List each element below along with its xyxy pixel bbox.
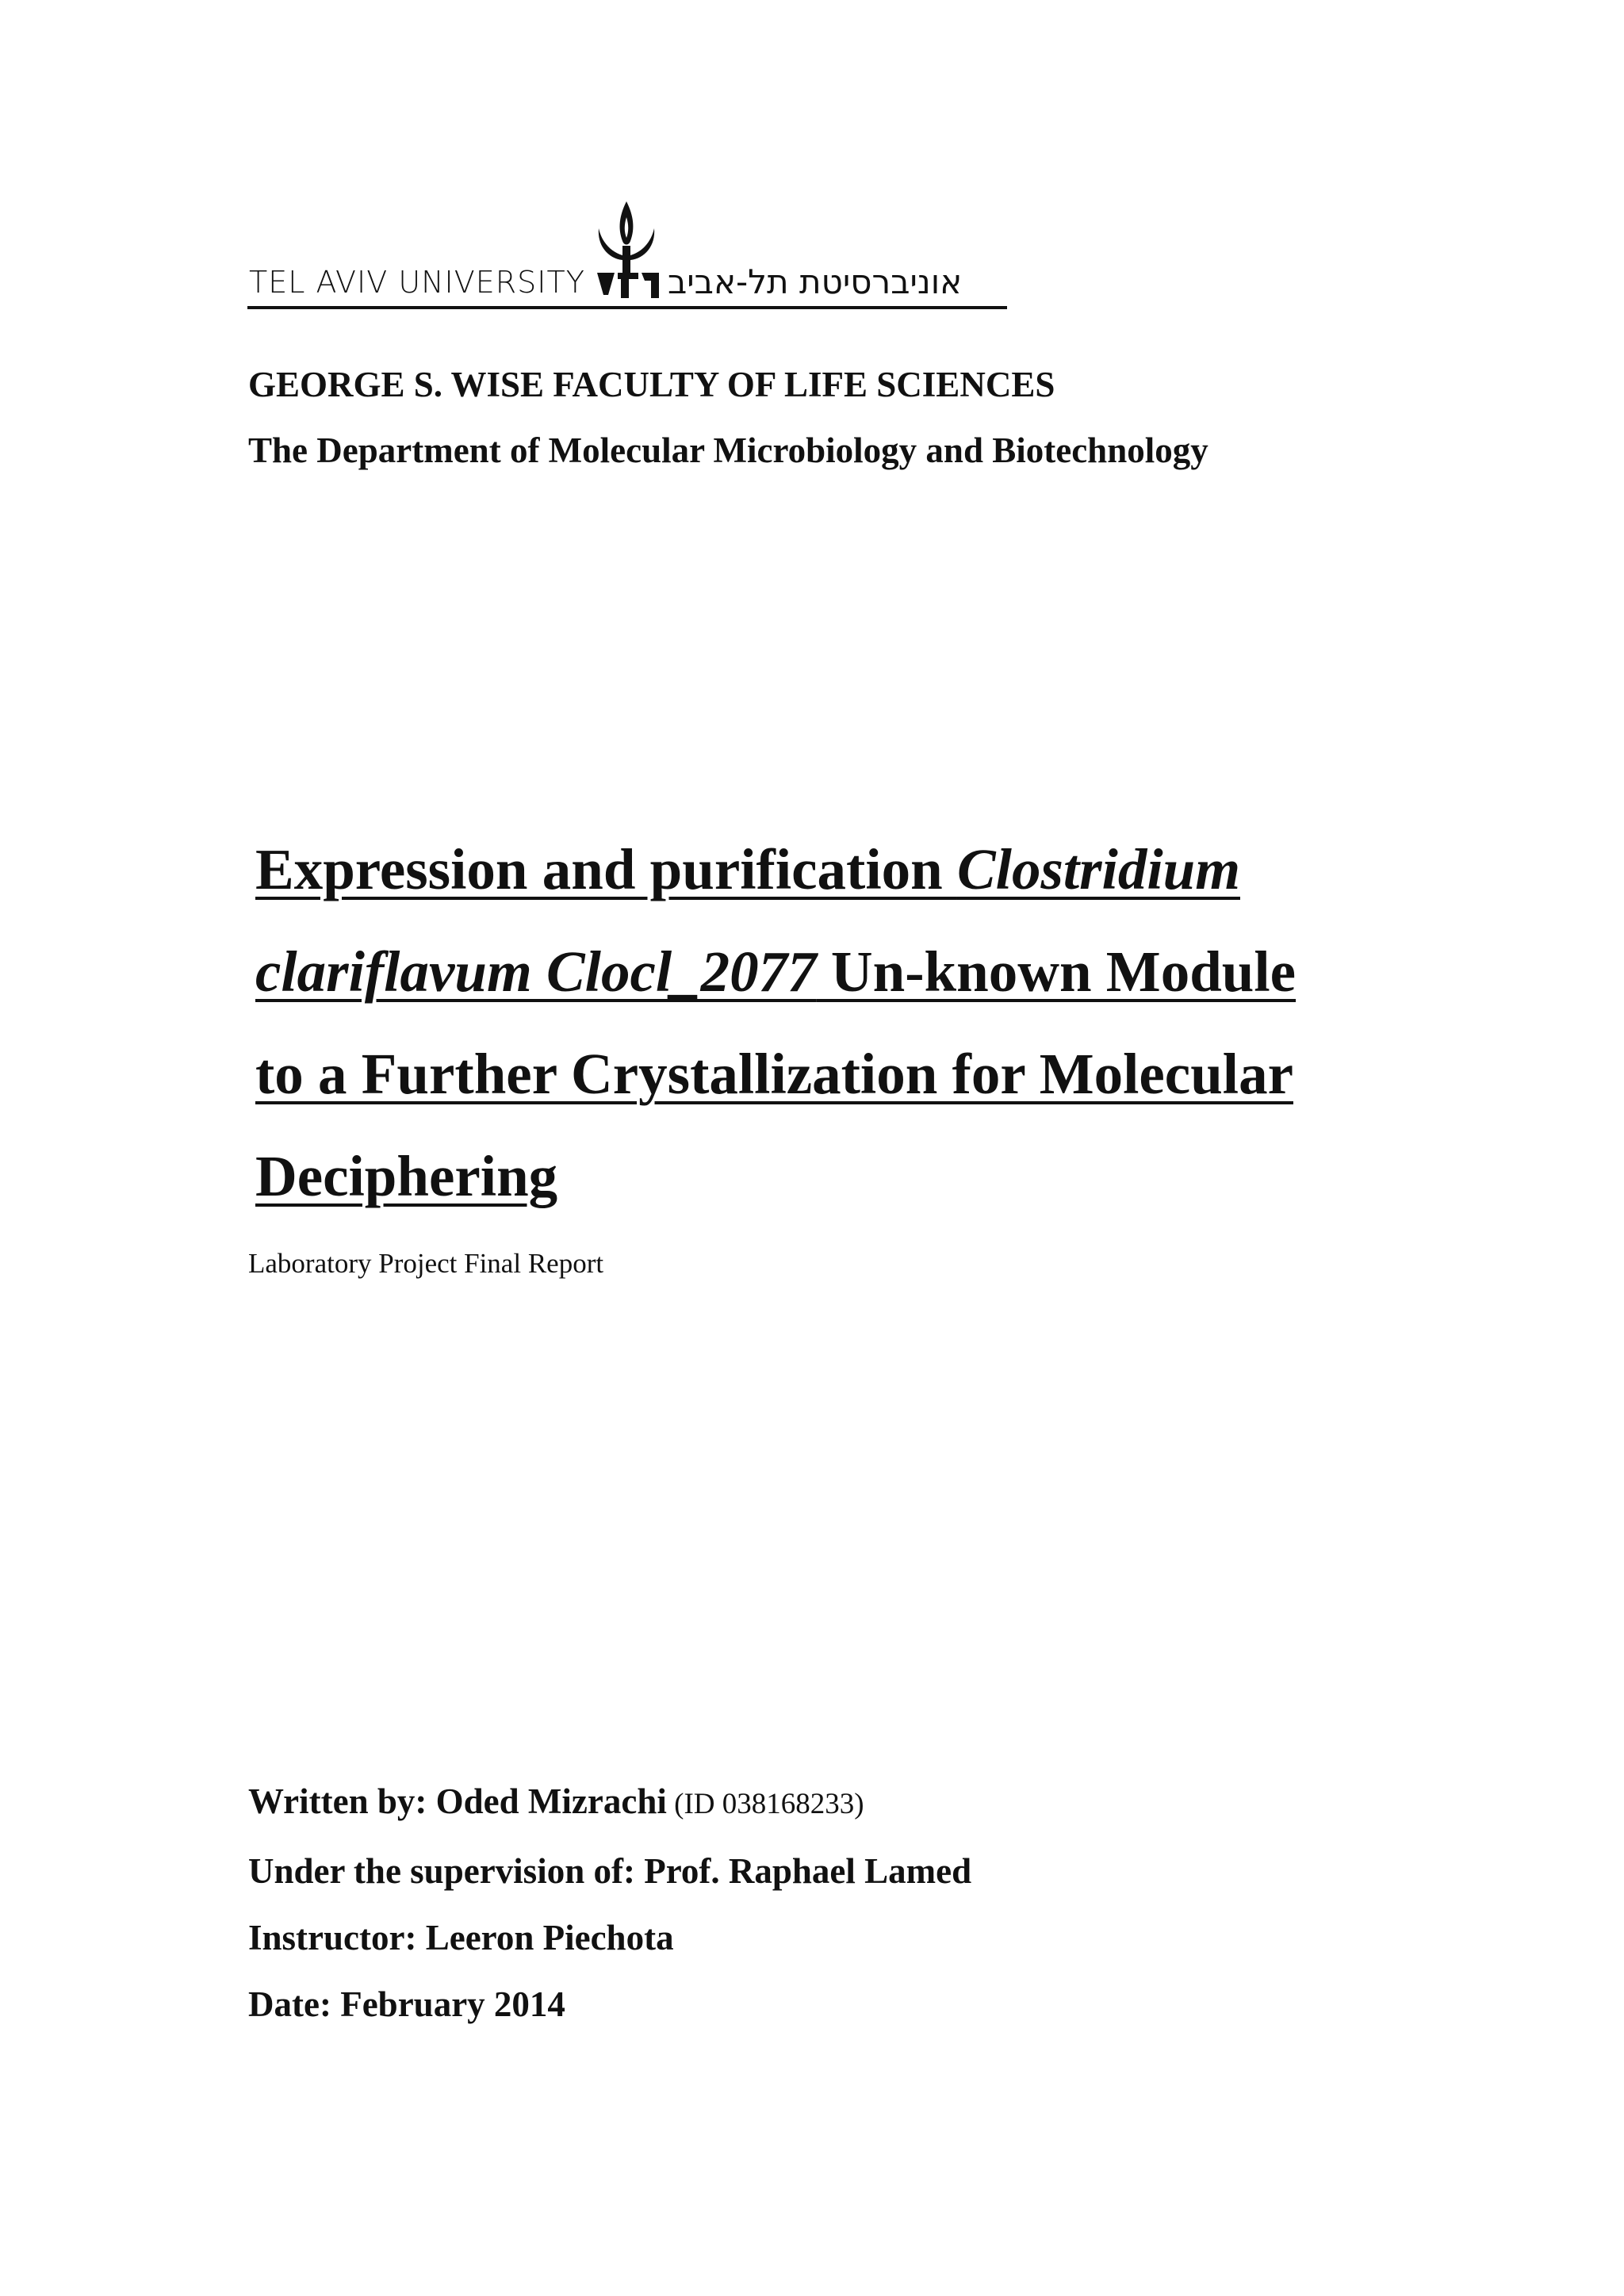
title-line-4: Deciphering bbox=[255, 1144, 558, 1208]
supervision-label: Under the supervision of: bbox=[248, 1851, 645, 1891]
title-line-2-italic: clariflavum Clocl_2077 bbox=[255, 939, 817, 1004]
date-row bbox=[248, 1971, 971, 2038]
instructor-label: Instructor: bbox=[248, 1918, 426, 1957]
report-subtitle: Laboratory Project Final Report bbox=[248, 1248, 604, 1279]
logo-university-name-en: TEL AVIV UNIVERSITY bbox=[249, 265, 585, 300]
author-name: Oded Mizrachi bbox=[435, 1781, 667, 1821]
logo-underline-rule bbox=[247, 306, 1007, 309]
title-line-3: to a Further Crystallization for Molecular bbox=[255, 1042, 1293, 1106]
title-line-1-italic: Clostridium bbox=[956, 837, 1240, 901]
supervision-row bbox=[248, 1838, 971, 1904]
title-line-2-text: Un-known Module bbox=[816, 939, 1297, 1004]
written-by-label: Written by: bbox=[248, 1781, 436, 1821]
instructor-row bbox=[248, 1904, 971, 1971]
date-label: Date: bbox=[248, 1984, 341, 2024]
report-title bbox=[255, 818, 1381, 1227]
department-name: The Department of Molecular Microbiology and Biotechnology bbox=[248, 430, 1208, 470]
credits-block bbox=[248, 1768, 971, 2038]
author-id: (ID 038168233) bbox=[666, 1788, 864, 1820]
university-logo bbox=[247, 197, 1009, 316]
title-line-2 bbox=[255, 920, 1381, 1023]
instructor-name: Leeron Piechota bbox=[425, 1918, 674, 1957]
written-by-row bbox=[248, 1768, 971, 1838]
title-line-1 bbox=[255, 818, 1381, 920]
faculty-name: GEORGE S. WISE FACULTY OF LIFE SCIENCES bbox=[248, 365, 1055, 404]
logo-university-name-he: אוניברסיטת תל-אביב bbox=[668, 262, 963, 301]
date-value: February 2014 bbox=[340, 1984, 565, 2024]
menorah-flame-emblem-icon bbox=[583, 197, 670, 308]
title-line-1-text: Expression and purification bbox=[255, 837, 957, 901]
supervisor-name: Prof. Raphael Lamed bbox=[644, 1851, 972, 1891]
